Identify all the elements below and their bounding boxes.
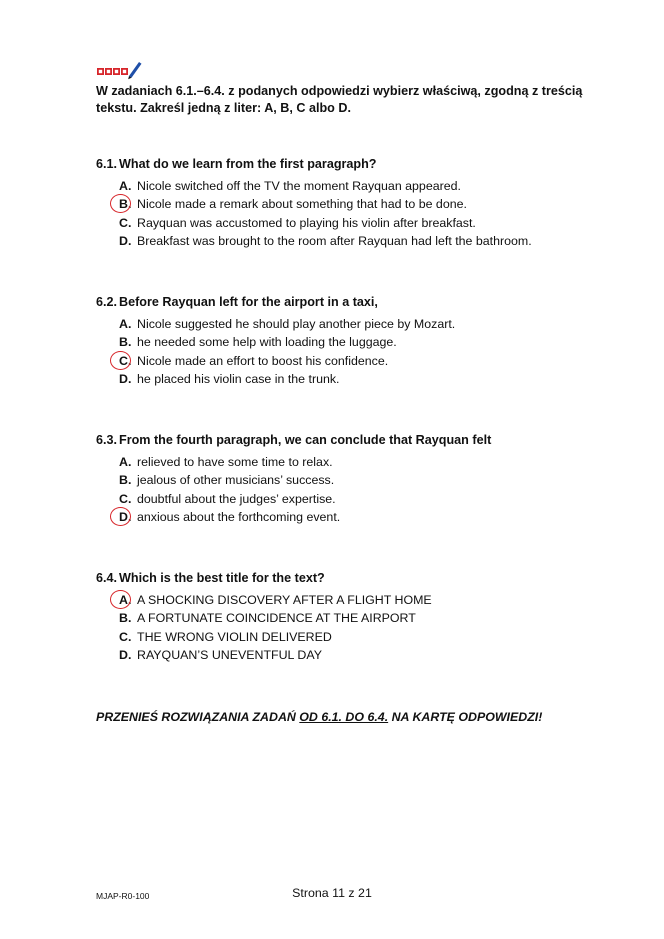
exam-code: MJAP-R0-100 [96,891,150,901]
note-part-2: NA KARTĘ ODPOWIEDZI! [388,710,543,724]
question-text: Before Rayquan left for the airport in a taxi, [119,295,378,309]
question-text: Which is the best title for the text? [119,571,325,585]
question-6-2 [96,294,576,389]
question-6-4 [96,570,576,665]
option-text: jealous of other musicians’ success. [137,473,335,488]
option-letter: D. [119,372,132,387]
option-letter: B. [119,473,132,488]
option-letter: D. [119,648,132,663]
question-title [96,294,576,311]
question-title [96,570,576,587]
option-c[interactable] [96,214,576,232]
option-letter: C. [119,629,132,644]
option-a[interactable] [96,177,576,195]
note-part-1: PRZENIEŚ ROZWIĄZANIA ZADAŃ [96,710,300,724]
option-text: Rayquan was accustomed to playing his violin after breakfast. [137,215,476,230]
answer-sheet-pencil-icon [96,60,142,80]
option-d[interactable] [96,508,576,526]
instruction-line-1: W zadaniach 6.1.–6.4. z podanych odpowiedzi wybierz właściwą, zgodną z treścią [96,84,583,98]
option-letter: D. [119,510,132,525]
option-letter: B. [119,335,132,350]
option-text: THE WRONG VIOLIN DELIVERED [137,629,332,644]
option-text: Nicole suggested he should play another piece by Mozart. [137,317,456,331]
option-letter: D. [119,234,132,249]
question-title [96,156,576,173]
answer-circle-mark [110,351,131,370]
option-text: he needed some help with loading the luggage. [137,335,397,350]
option-a[interactable] [96,315,576,333]
option-d[interactable] [96,646,576,664]
option-d[interactable] [96,370,576,388]
option-letter: C. [119,491,132,506]
option-a[interactable] [96,591,576,609]
option-text: relieved to have some time to relax. [137,455,333,469]
option-letter: A. [119,455,132,469]
option-text: Nicole made an effort to boost his confidence. [137,353,389,368]
option-text: Nicole switched off the TV the moment Rayquan appeared. [137,179,461,193]
option-text: he placed his violin case in the trunk. [137,372,340,387]
option-a[interactable] [96,453,576,471]
option-c[interactable] [96,352,576,370]
question-number: 6.4. [96,571,118,585]
option-text: A FORTUNATE COINCIDENCE AT THE AIRPORT [137,611,416,626]
instruction-line-2: tekstu. Zakreśl jedną z liter: A, B, C albo D. [96,101,351,115]
option-letter: A. [119,317,132,331]
option-b[interactable] [96,609,576,627]
option-letter: B. [119,611,132,626]
question-text: From the fourth paragraph, we can conclude that Rayquan felt [119,433,492,447]
task-instruction [96,83,596,117]
option-letter: A. [119,593,132,607]
answer-circle-mark [110,590,131,609]
question-6-1 [96,156,576,251]
option-b[interactable] [96,333,576,351]
transfer-answers-note [96,709,576,726]
question-number: 6.2. [96,295,118,309]
option-text: A SHOCKING DISCOVERY AFTER A FLIGHT HOME [137,593,432,607]
option-letter: A. [119,179,132,193]
option-text: doubtful about the judges’ expertise. [137,491,336,506]
page-number: Strona 11 z 21 [292,886,372,900]
option-text: Breakfast was brought to the room after Rayquan had left the bathroom. [137,234,532,249]
option-text: anxious about the forthcoming event. [137,510,341,525]
question-text: What do we learn from the first paragraph? [119,157,377,171]
option-text: RAYQUAN’S UNEVENTFUL DAY [137,648,322,663]
option-c[interactable] [96,628,576,646]
option-c[interactable] [96,490,576,508]
note-task-range: OD 6.1. DO 6.4. [299,710,389,724]
question-title [96,432,576,449]
question-6-3 [96,432,576,527]
option-letter: C. [119,353,132,368]
option-b[interactable] [96,471,576,489]
option-b[interactable] [96,195,576,213]
option-letter: B. [119,197,132,212]
option-d[interactable] [96,232,576,250]
option-letter: C. [119,215,132,230]
question-number: 6.1. [96,157,118,171]
option-text: Nicole made a remark about something that had to be done. [137,197,467,212]
question-number: 6.3. [96,433,118,447]
